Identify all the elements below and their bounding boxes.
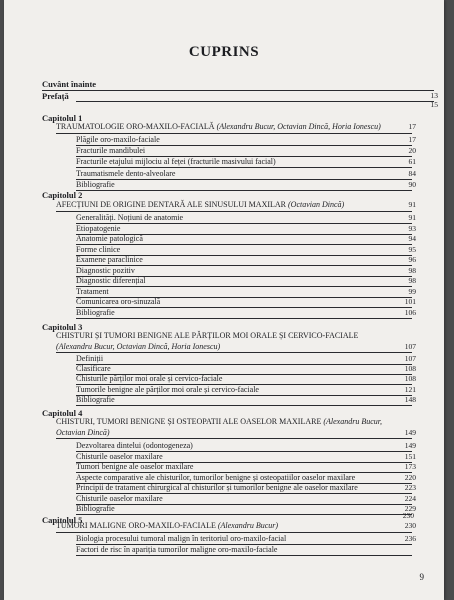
chapter-3-heading: Capitolul 3 (42, 322, 83, 332)
chapter-title: TUMORI MALIGNE ORO-MAXILO-FACIALE (Alexandru Bucur) (56, 521, 279, 530)
toc-entry-label: Traumatismele dento-alveolare (76, 168, 176, 178)
toc-entry-page: 90 (408, 179, 416, 189)
toc-entry-page: 91 (408, 200, 416, 209)
toc-entry-page: 20 (408, 146, 416, 156)
toc-entry-label: Plăgile oro-maxilo-faciale (76, 135, 160, 144)
toc-entry-page: 223 (404, 483, 416, 492)
toc-entry-page: 17 (408, 122, 416, 131)
toc-entry-label: Bibliografie (76, 394, 115, 404)
page-number: 9 (419, 572, 424, 582)
toc-leader-line (76, 101, 434, 102)
toc-entry-label: Diagnostic pozitiv (76, 265, 135, 275)
toc-entry-label: Chisturile oaselor maxilare (76, 493, 163, 503)
toc-entry-label: Bibliografie (76, 307, 115, 317)
toc-entry-label: Fracturile mandibulei (76, 146, 146, 156)
toc-entry-page: 17 (408, 135, 416, 144)
toc-entry-page: 94 (408, 234, 416, 243)
toc-entry-page: 99 (408, 286, 416, 296)
chapter-4-heading: Capitolul 4 (42, 408, 83, 418)
toc-entry-page: 95 (408, 244, 416, 254)
toc-entry-page: 149 (404, 441, 416, 450)
chapter-5-title (56, 520, 416, 532)
toc-entry-page: 106 (404, 307, 416, 317)
toc-entry-label: Principii de tratament chirurgical al chisturilor și tumorilor benigne ale oaselor maxilare (76, 483, 358, 492)
toc-entry-page: 151 (404, 451, 416, 461)
toc-leader-line (76, 318, 412, 319)
toc-entry-label: Tumorile benigne ale părților moi orale și cervico-faciale (76, 384, 259, 394)
chapter-authors: Octavian Dincă) (56, 428, 110, 437)
toc-entry-label: Chisturile oaselor maxilare (76, 451, 163, 461)
toc-entry-page: 230 (404, 521, 416, 530)
toc-entry-label: Definiții (76, 354, 104, 363)
toc-entry-page: 230 (402, 511, 414, 520)
toc-leader-line (56, 438, 412, 439)
toc-entry-page: 98 (408, 265, 416, 275)
toc-leader-line (42, 90, 434, 91)
toc-entry-label: Forme clinice (76, 244, 121, 254)
toc-entry-label: Factori de risc în apariția tumorilor maligne oro-maxilo-faciale (76, 545, 278, 554)
toc-entry-label: Dezvoltarea dintelui (odontogeneza) (76, 441, 193, 450)
page-title: CUPRINS (188, 44, 260, 60)
toc-entry-label: Examene paraclinice (76, 255, 143, 264)
chapter-title: CHISTURI, TUMORI BENIGNE ȘI OSTEOPATII ALE OASELOR MAXILARE (Alexandru Bucur, (56, 417, 382, 426)
chapter-2-title (56, 199, 416, 211)
chapter-title: CHISTURI ȘI TUMORI BENIGNE ALE PĂRȚILOR MOI ORALE ȘI CERVICO-FACIALE (56, 331, 359, 340)
toc-entry-label: Fracturile etajului mijlociu al feței (fracturile masivului facial) (76, 157, 276, 167)
toc-entry-page: 13 (430, 91, 438, 100)
toc-leader-line (76, 555, 412, 556)
toc-entry-page: 224 (404, 493, 416, 503)
toc-entry-page: 173 (404, 462, 416, 471)
toc-entry-label: Tratament (76, 286, 109, 296)
toc-entry-page: 93 (408, 223, 416, 233)
chapter-authors: (Alexandru Bucur, Octavian Dincă, Horia Ionescu) (56, 342, 221, 351)
toc-entry-page: 107 (404, 354, 416, 363)
toc-entry-label: Chisturile părților moi orale și cervico-faciale (76, 374, 223, 384)
toc-entry-label: Tumori benigne ale oaselor maxilare (76, 462, 194, 471)
chapter-2-heading: Capitolul 2 (42, 190, 83, 200)
toc-entry-page: 229 (404, 504, 416, 513)
toc-entry-page: 220 (404, 472, 416, 482)
toc-entry-page: 236 (404, 534, 416, 543)
toc-entry-label: Bibliografie (76, 179, 115, 189)
toc-entry-label: Diagnostic diferențial (76, 276, 146, 285)
chapter-title: AFECȚIUNI DE ORIGINE DENTARĂ ALE SINUSULUI MAXILAR (Octavian Dincă) (56, 200, 345, 209)
toc-entry-page: 84 (408, 168, 416, 178)
toc-entry-label: Anatomie patologică (76, 234, 143, 243)
toc-entry-label: Cuvânt înainte (42, 79, 97, 89)
toc-entry-label: Etiopatogenie (76, 223, 121, 233)
document-page (4, 0, 444, 600)
toc-entry-page: 108 (404, 364, 416, 374)
toc-entry-page: 148 (404, 394, 416, 404)
toc-entry-page: 107 (404, 342, 416, 351)
toc-entry-page: 61 (408, 157, 416, 167)
toc-entry-page: 91 (408, 213, 416, 222)
toc-entry-page: 121 (404, 384, 416, 394)
toc-leader-line (76, 405, 412, 406)
chapter-title: TRAUMATOLOGIE ORO-MAXILO-FACIALĂ (Alexandru Bucur, Octavian Dincă, Horia Ionescu) (56, 122, 381, 131)
toc-entry-label: Prefață (42, 91, 69, 101)
toc-entry-page: 108 (404, 374, 416, 384)
toc-leader-line (76, 514, 412, 515)
toc-entry-page: 96 (408, 255, 416, 264)
toc-leader-line (76, 190, 412, 191)
toc-entry-page: 149 (404, 428, 416, 437)
chapter-1-title (56, 121, 416, 133)
toc-entry-label: Generalități. Noțiuni de anatomie (76, 213, 184, 222)
toc-entry-label: Comunicarea oro-sinuzală (76, 297, 161, 306)
chapter-5-heading: Capitolul 5 (42, 515, 83, 525)
toc-entry-page: 15 (430, 100, 438, 109)
toc-entry-label: Aspecte comparative ale chisturilor, tumorilor benigne și osteopatiilor oaselor maxilare (76, 472, 356, 482)
chapter-1-heading: Capitolul 1 (42, 113, 83, 123)
toc-entry-label: Clasificare (76, 364, 111, 374)
toc-entry-label: Bibliografie (76, 504, 115, 513)
toc-entry-label: Biologia procesului tumoral malign în teritoriul oro-maxilo-facial (76, 534, 287, 543)
toc-entry-page: 101 (404, 297, 416, 306)
toc-entry-page: 98 (408, 276, 416, 285)
